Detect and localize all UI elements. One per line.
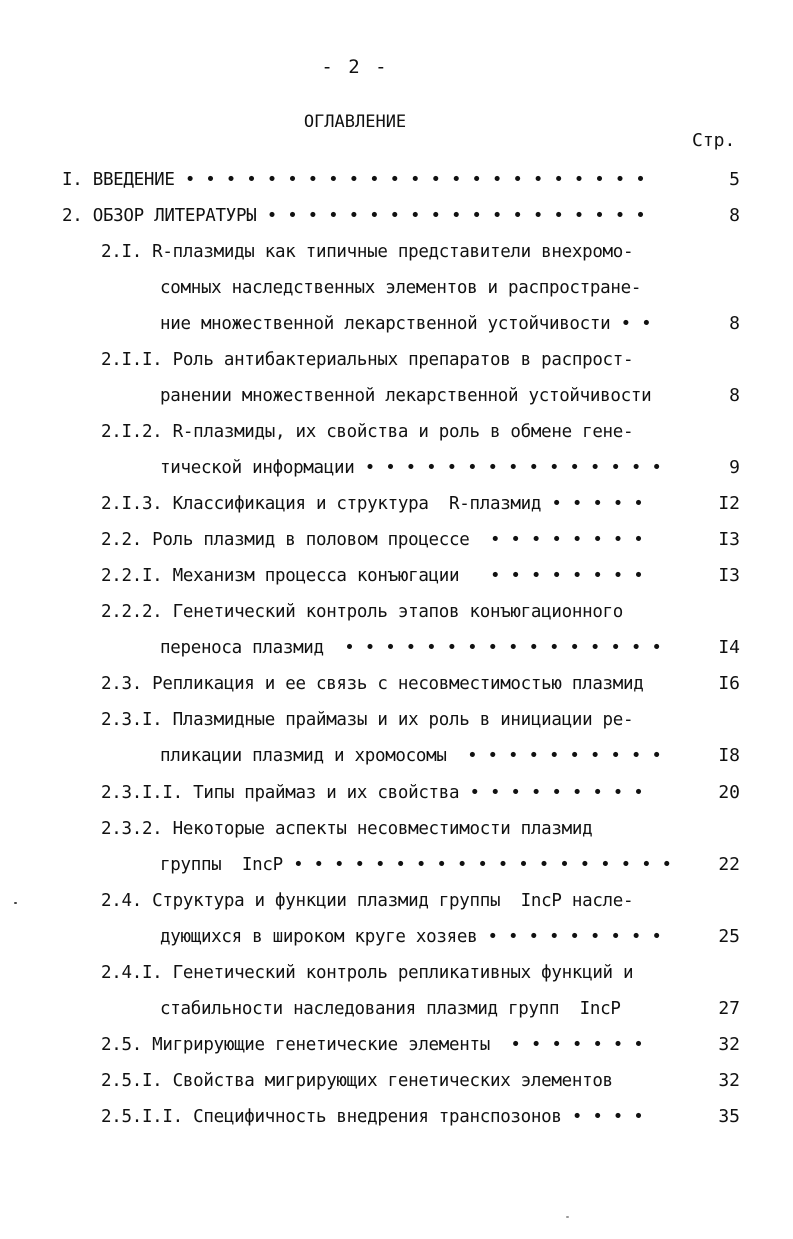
toc-line: пликации плазмид и хромосомы • • • • • • • • • • xyxy=(160,746,662,766)
toc-line: 2.3. Репликация и ее связь с несовместимостью плазмид xyxy=(101,674,644,694)
toc-page-number: 20 xyxy=(718,782,740,803)
toc-line: 2.2.I. Механизм процесса конъюгации • • • • • • • • xyxy=(101,566,644,586)
toc-page-number: 8 xyxy=(729,313,740,334)
toc-page-number: 9 xyxy=(729,457,740,478)
scan-speck xyxy=(566,1216,569,1218)
toc-line: ние множественной лекарственной устойчивости • • xyxy=(160,314,652,334)
toc-line: I. ВВЕДЕНИЕ • • • • • • • • • • • • • • • • • • • • • • • xyxy=(62,170,646,190)
toc-page-number: I8 xyxy=(718,745,740,766)
toc-line: 2.3.I. Плазмидные праймазы и их роль в инициации ре- xyxy=(101,710,634,730)
toc-line: переноса плазмид • • • • • • • • • • • • • • • • xyxy=(160,638,662,658)
toc-line: 2.5.I. Свойства мигрирующих генетических элементов xyxy=(101,1071,613,1091)
toc-page-number: 35 xyxy=(718,1106,740,1127)
toc-page-number: 8 xyxy=(729,205,740,226)
page-number: - 2 - xyxy=(321,56,389,78)
toc-page-number: I2 xyxy=(718,493,740,514)
toc-page-number: 27 xyxy=(718,998,740,1019)
toc-line: дующихся в широком круге хозяев • • • • • • • • • xyxy=(160,927,662,947)
toc-line: группы IncP • • • • • • • • • • • • • • • • • • • xyxy=(160,855,672,875)
toc-line: 2.I.3. Классификация и структура R-плазмид • • • • • xyxy=(101,494,644,514)
toc-line: 2.3.I.I. Типы праймаз и их свойства • • • • • • • • • xyxy=(101,783,644,803)
toc-line: 2.3.2. Некоторые аспекты несовместимости плазмид xyxy=(101,819,593,839)
toc-page-number: I4 xyxy=(718,637,740,658)
toc-line: ранении множественной лекарственной устойчивости xyxy=(160,386,652,406)
toc-line: 2.5.I.I. Специфичность внедрения транспозонов • • • • xyxy=(101,1107,644,1127)
toc-page-number: 8 xyxy=(729,385,740,406)
toc-page-number: 32 xyxy=(718,1034,740,1055)
toc-line: 2.4. Структура и функции плазмид группы IncP насле- xyxy=(101,891,634,911)
toc-page-number: I6 xyxy=(718,673,740,694)
toc-line: 2.5. Мигрирующие генетические элементы • • • • • • • xyxy=(101,1035,644,1055)
toc-line: 2. ОБЗОР ЛИТЕРАТУРЫ • • • • • • • • • • • • • • • • • • • xyxy=(62,206,646,226)
toc-line: 2.4.I. Генетический контроль репликативных функций и xyxy=(101,963,634,983)
scan-speck xyxy=(14,902,17,904)
toc-line: 2.2. Роль плазмид в половом процессе • • • • • • • • xyxy=(101,530,644,550)
toc-line: 2.2.2. Генетический контроль этапов конъюгационного xyxy=(101,602,624,622)
toc-page-number: 32 xyxy=(718,1070,740,1091)
toc-line: 2.I. R-плазмиды как типичные представители внехромо- xyxy=(101,242,634,262)
toc-page-number: I3 xyxy=(718,565,740,586)
toc-page-number: 25 xyxy=(718,926,740,947)
page-column-label: Стр. xyxy=(692,130,736,151)
toc-line: 2.I.2. R-плазмиды, их свойства и роль в обмене гене- xyxy=(101,422,634,442)
toc-page-number: I3 xyxy=(718,529,740,550)
toc-line: сомных наследственных элементов и распростране- xyxy=(160,278,642,298)
toc-line: тической информации • • • • • • • • • • • • • • • xyxy=(160,458,662,478)
toc-line: стабильности наследования плазмид групп IncP xyxy=(160,999,621,1019)
toc-line: 2.I.I. Роль антибактериальных препаратов в распрост- xyxy=(101,350,634,370)
toc-page-number: 5 xyxy=(729,169,740,190)
page-title: ОГЛАВЛЕНИЕ xyxy=(303,112,407,132)
toc-page-number: 22 xyxy=(718,854,740,875)
